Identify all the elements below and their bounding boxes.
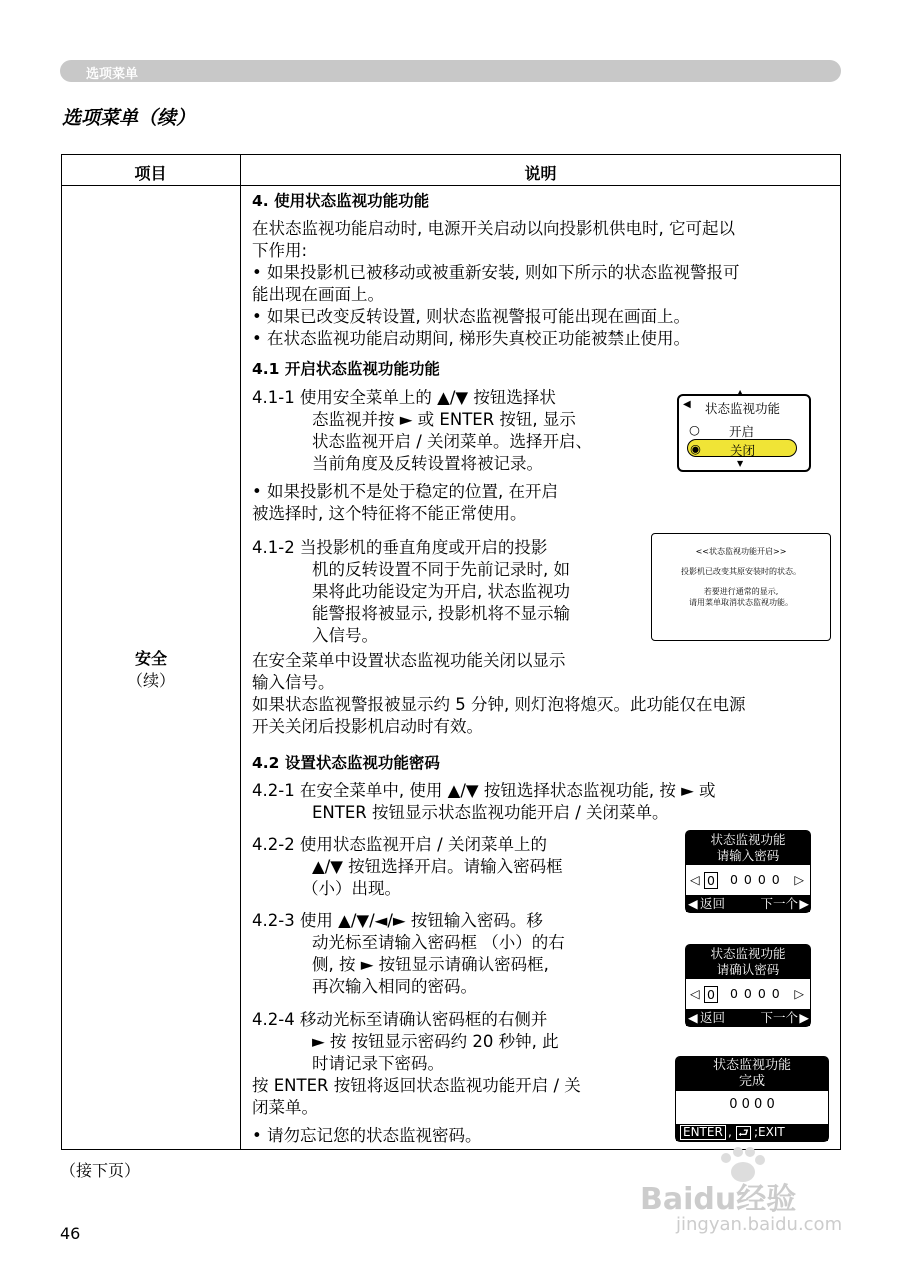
para-1 <box>252 218 739 350</box>
para-1-line: 下作用: <box>252 241 308 260</box>
input-key-icon: ⮐ <box>738 1126 749 1140</box>
bullet-3: • 在状态监视功能启动期间, 梯形失真校正功能被禁止使用。 <box>252 329 690 348</box>
left-arrow-icon: ◁ <box>690 872 700 887</box>
section-tab-label: 选项菜单 <box>86 67 139 82</box>
para-2-line: 输入信号。 <box>252 673 335 692</box>
radio-on-icon: ◉ <box>690 441 701 456</box>
pw-input[interactable] <box>686 979 810 1009</box>
pw-box-header <box>676 1057 828 1091</box>
pw-box-subtitle: 请确认密码 <box>716 962 780 977</box>
col1-header: 项目 <box>134 164 167 183</box>
bullet-1-line: 能出现在画面上。 <box>252 285 384 304</box>
status-alert-box <box>651 533 831 641</box>
password-enter-box <box>685 830 811 913</box>
section-4-1-heading: 4.1 开启状态监视功能功能 <box>252 360 440 378</box>
enter-key-label: ENTER <box>680 1125 726 1140</box>
next-icon: ▶ <box>799 1010 809 1025</box>
back-button[interactable]: 返回 <box>700 896 726 911</box>
pw-box-footer <box>686 895 810 912</box>
option-off[interactable] <box>687 439 797 457</box>
pw-digits: 0 0 0 0 <box>729 1097 775 1112</box>
step-4-2-1 <box>252 780 716 824</box>
pw-box-title: 状态监视功能 <box>712 1058 791 1073</box>
pw-box-header <box>686 945 810 979</box>
pw-box-footer <box>676 1124 828 1141</box>
step-line: ► 按 按钮显示密码约 20 秒钟, 此 <box>312 1032 559 1051</box>
cursor-digit: 0 <box>704 872 718 889</box>
table-column-divider <box>240 154 241 1150</box>
option-off-label: 关闭 <box>730 443 756 458</box>
para-4-line: 闭菜单。 <box>252 1098 318 1117</box>
page-number: 46 <box>60 1224 81 1243</box>
password-confirm-box <box>685 944 811 1027</box>
para-3-line: 开关关闭后投影机启动时有效。 <box>252 717 483 736</box>
pw-digits: 0 0 0 0 <box>730 872 781 887</box>
para-3-line: 如果状态监视警报被显示约 5 分钟, 则灯泡将熄灭。此功能仅在电源 <box>252 695 746 714</box>
para-4-line: 按 ENTER 按钮将返回状态监视功能开启 / 关 <box>252 1076 581 1095</box>
status-monitor-menu <box>677 388 811 472</box>
watermark-brand: Baidu经验 <box>640 1182 797 1217</box>
back-icon: ◀ <box>688 1010 698 1025</box>
page-title: 选项菜单（续） <box>62 107 196 129</box>
step-line: 4.2-1 在安全菜单中, 使用 ▲/▼ 按钮选择状态监视功能, 按 ► 或 <box>252 781 716 800</box>
pw-box-footer <box>686 1009 810 1026</box>
pw-box-subtitle: 完成 <box>738 1074 765 1089</box>
step-4-2-3 <box>252 910 565 998</box>
next-icon: ▶ <box>799 896 809 911</box>
step-line: 入信号。 <box>312 626 378 645</box>
bullet-4-line: 被选择时, 这个特征将不能正常使用。 <box>252 504 527 523</box>
bullet-5: • 请勿忘记您的状态监视密码。 <box>252 1126 482 1145</box>
step-line: 动光标至请输入密码框 （小）的右 <box>312 933 565 952</box>
bullet-4-line: • 如果投影机不是处于稳定的位置, 在开启 <box>252 482 558 501</box>
bullet-1-line: • 如果投影机已被移动或被重新安装, 则如下所示的状态监视警报可 <box>252 263 740 282</box>
step-line: 机的反转设置不同于先前记录时, 如 <box>312 560 570 579</box>
back-button[interactable]: 返回 <box>700 1010 726 1025</box>
col2-header: 说明 <box>524 164 557 183</box>
step-4-1-1 <box>252 387 592 475</box>
step-line: 4.2-2 使用状态监视开启 / 关闭菜单上的 <box>252 835 547 854</box>
back-icon: ◀ <box>688 896 698 911</box>
step-line: 当前角度及反转设置将被记录。 <box>312 454 543 473</box>
step-line: 果将此功能设定为开启, 状态监视功 <box>312 582 570 601</box>
alert-line: 投影机已改变其原安装时的状态。 <box>681 567 801 576</box>
menu-title: 状态监视功能 <box>705 401 781 416</box>
row-label-title: 安全 <box>134 649 167 668</box>
step-line: （小）出现。 <box>302 879 401 898</box>
back-arrow-icon: ◀ <box>683 399 691 410</box>
pw-box-subtitle: 请输入密码 <box>716 848 780 863</box>
step-line: 再次输入相同的密码。 <box>312 977 477 996</box>
step-line: 能警报将被显示, 投影机将不显示输 <box>312 604 570 623</box>
option-on-label: 开启 <box>729 424 755 439</box>
left-arrow-icon: ◁ <box>690 986 700 1001</box>
step-line: ▲/▼ 按钮选择开启。请输入密码框 <box>312 857 563 876</box>
step-4-2-4 <box>252 1009 581 1147</box>
para-2-line: 在安全菜单中设置状态监视功能关闭以显示 <box>252 651 566 670</box>
para-1-line: 在状态监视功能启动时, 电源开关启动以向投影机供电时, 它可起以 <box>252 219 735 238</box>
pw-digits: 0 0 0 0 <box>730 986 781 1001</box>
radio-off-icon: ○ <box>689 422 700 437</box>
step-4-2-2 <box>252 834 563 900</box>
continued-note: （接下页） <box>60 1161 141 1180</box>
watermark-url: jingyan.baidu.com <box>676 1214 843 1235</box>
row-label-sub: （续） <box>126 671 175 690</box>
scroll-up-icon: ▲ <box>737 388 744 397</box>
section-4-2-heading: 4.2 设置状态监视功能密码 <box>252 754 440 772</box>
para-2 <box>252 650 745 738</box>
step-line: 4.1-2 当投影机的垂直角度或开启的投影 <box>252 538 548 557</box>
step-line: 侧, 按 ► 按钮显示请确认密码框, <box>312 955 549 974</box>
section-4-heading: 4. 使用状态监视功能功能 <box>252 192 430 210</box>
step-line: ENTER 按钮显示状态监视功能开启 / 关闭菜单。 <box>312 803 669 822</box>
row-label <box>62 648 240 692</box>
comma-separator: , <box>728 1125 732 1139</box>
step-line: 状态监视开启 / 关闭菜单。选择开启、 <box>312 432 593 451</box>
right-arrow-icon: ▷ <box>794 872 804 887</box>
step-line: 时请记录下密码。 <box>312 1054 444 1073</box>
password-done-box <box>675 1056 829 1142</box>
next-button[interactable]: 下一个 <box>760 1010 798 1025</box>
alert-line: 请用菜单取消状态监视功能。 <box>689 598 793 607</box>
watermark-logo <box>640 1152 840 1217</box>
pw-box-title: 状态监视功能 <box>710 946 786 961</box>
step-line: 4.1-1 使用安全菜单上的 ▲/▼ 按钮选择状 <box>252 388 556 407</box>
pw-box-title: 状态监视功能 <box>710 832 786 847</box>
pw-box-header <box>686 831 810 865</box>
step-line: 4.2-4 移动光标至请确认密码框的右侧并 <box>252 1010 548 1029</box>
alert-line: 若要进行通常的显示, <box>703 587 779 596</box>
cursor-digit: 0 <box>704 986 718 1003</box>
step-line: 4.2-3 使用 ▲/▼/◄/► 按钮输入密码。移 <box>252 911 543 930</box>
step-line: 态监视并按 ► 或 ENTER 按钮, 显示 <box>312 410 576 429</box>
bullet-2: • 如果已改变反转设置, 则状态监视警报可能出现在画面上。 <box>252 307 690 326</box>
scroll-down-icon: ▼ <box>737 459 744 468</box>
section-tab <box>60 60 841 82</box>
alert-line: <<状态监视功能开启>> <box>695 547 787 556</box>
next-button[interactable]: 下一个 <box>760 896 798 911</box>
table-header-divider <box>61 185 841 186</box>
right-arrow-icon: ▷ <box>794 986 804 1001</box>
pw-input[interactable] <box>686 865 810 895</box>
option-on[interactable] <box>687 421 797 439</box>
exit-label[interactable]: ;EXIT <box>754 1125 785 1139</box>
step-4-1-2 <box>252 537 570 647</box>
bullet-4 <box>252 481 558 525</box>
